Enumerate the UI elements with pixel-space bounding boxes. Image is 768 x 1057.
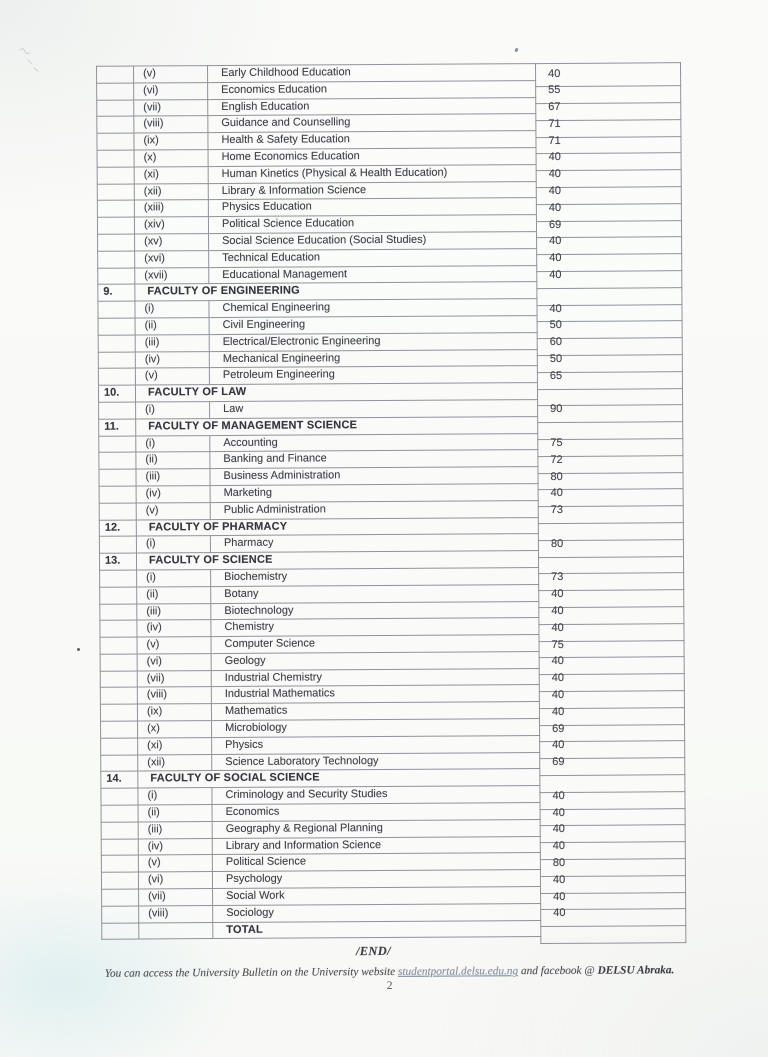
score-cell [538, 449, 683, 467]
department-name-cell: Computer Science [211, 635, 539, 654]
department-name-cell: Geology [211, 651, 539, 670]
score-cell [539, 567, 684, 585]
score-value: 40 [551, 588, 564, 601]
row-number-cell [102, 889, 139, 906]
row-number-cell [99, 503, 136, 520]
row-number-cell [101, 788, 138, 805]
department-name-cell: Economics [212, 803, 540, 822]
department-name-cell: Psychology [212, 870, 540, 889]
page-content [0, 62, 768, 995]
score-value: 69 [552, 722, 565, 735]
row-number-cell: 11. [99, 419, 136, 436]
score-cell [536, 130, 681, 148]
score-cell [540, 819, 685, 837]
row-number-cell [101, 822, 138, 839]
row-number-cell [101, 755, 138, 772]
score-cell [539, 701, 684, 719]
score-cell [540, 869, 685, 887]
roman-numeral-cell: (vi) [137, 653, 211, 670]
score-value: 40 [552, 840, 566, 853]
score-value: 40 [548, 168, 561, 181]
row-number-cell [98, 268, 135, 285]
score-cell [537, 382, 682, 400]
score-cell [541, 919, 686, 937]
roman-numeral-cell: (iv) [137, 620, 211, 637]
score-cell [538, 432, 683, 450]
score-value: 75 [551, 638, 564, 651]
row-number-cell [100, 671, 137, 688]
roman-numeral-cell: (ii) [135, 318, 209, 335]
row-number-cell [101, 738, 138, 755]
row-number-cell [97, 150, 134, 167]
roman-numeral-cell: (iii) [135, 334, 209, 351]
score-value: 40 [551, 604, 564, 617]
faculty-name-cell: FACULTY OF SCIENCE [136, 551, 538, 570]
roman-numeral-cell: (xvii) [135, 267, 209, 284]
score-cell [536, 214, 681, 232]
row-number-cell [98, 352, 135, 369]
row-number-cell [98, 251, 135, 268]
roman-numeral-cell: (iv) [138, 838, 212, 855]
faculty-name-cell: FACULTY OF SOCIAL SCIENCE [138, 769, 540, 788]
facebook-handle: DELSU Abraka. [597, 964, 675, 978]
roman-numeral-cell: (vi) [138, 872, 212, 889]
roman-numeral-cell: (iv) [135, 351, 209, 368]
department-name-cell: TOTAL [213, 920, 541, 939]
department-name-cell: Educational Management [209, 265, 537, 284]
row-number-cell [101, 872, 138, 889]
department-name-cell: Business Administration [210, 467, 538, 486]
score-value: 69 [552, 756, 565, 769]
score-value: 40 [552, 823, 565, 836]
row-number-cell [99, 436, 136, 453]
score-cell [536, 147, 681, 165]
score-cell [540, 802, 685, 820]
score-value: 40 [548, 151, 561, 164]
department-name-cell: Technical Education [209, 248, 537, 267]
roman-numeral-cell: (vii) [137, 670, 211, 687]
row-number-cell [98, 234, 135, 251]
score-value: 80 [552, 856, 566, 869]
score-cell [539, 583, 684, 601]
department-name-cell: Botany [211, 584, 539, 603]
row-number-cell [99, 402, 136, 419]
roman-numeral-cell: (x) [134, 150, 208, 167]
roman-numeral-cell: (iii) [136, 469, 210, 486]
department-name-cell: Microbiology [212, 719, 540, 738]
roman-numeral-cell: (vii) [139, 889, 213, 906]
row-number-cell: 13. [99, 553, 136, 570]
roman-numeral-cell: (v) [136, 502, 210, 519]
score-cell [539, 600, 684, 618]
score-cell [536, 180, 681, 198]
roman-numeral-cell: (xi) [138, 737, 212, 754]
roman-numeral-cell: (ii) [138, 805, 212, 822]
department-name-cell: Physics Education [208, 198, 536, 217]
department-name-cell: Marketing [210, 483, 538, 502]
row-number-cell: 9. [98, 284, 135, 301]
department-name-cell: Electrical/Electronic Engineering [209, 332, 537, 351]
roman-numeral-cell: (i) [137, 569, 211, 586]
row-number-cell [101, 855, 138, 872]
row-number-cell [101, 805, 138, 822]
score-value: 69 [548, 218, 562, 231]
roman-numeral-cell: (xiii) [134, 200, 208, 217]
roman-numeral-cell: (xii) [138, 754, 212, 771]
department-name-cell: Sociology [213, 903, 541, 922]
department-name-cell: Health & Safety Education [208, 131, 536, 150]
score-cell [540, 852, 685, 870]
total-row [102, 919, 686, 939]
score-value: 71 [548, 134, 561, 147]
department-name-cell: Human Kinetics (Physical & Health Education) [208, 164, 536, 183]
department-name-cell: Early Childhood Education [208, 64, 536, 83]
roman-numeral-cell: (x) [138, 721, 212, 738]
row-number-cell: 12. [99, 520, 136, 537]
roman-numeral-cell: (xi) [134, 166, 208, 183]
row-number-cell [100, 704, 137, 721]
score-cell [536, 197, 681, 215]
roman-numeral-cell: (v) [138, 855, 212, 872]
score-value: 40 [553, 907, 566, 920]
faculty-name-cell: FACULTY OF PHARMACY [136, 517, 538, 536]
roman-numeral-cell: (v) [137, 637, 211, 654]
department-name-cell: Industrial Mathematics [211, 685, 539, 704]
faculty-table-body [97, 63, 686, 940]
score-value: 40 [549, 268, 562, 282]
student-portal-url: studentportal.delsu.edu.ng [397, 965, 519, 979]
roman-numeral-cell: (iii) [138, 821, 212, 838]
score-value: 80 [550, 537, 564, 550]
score-value: 60 [549, 336, 562, 349]
department-name-cell: Library and Information Science [212, 836, 540, 855]
row-number-cell [97, 83, 134, 100]
roman-numeral-cell: (xv) [135, 234, 209, 251]
score-cell [539, 684, 684, 702]
row-number-cell: 14. [101, 771, 138, 788]
score-cell [539, 617, 684, 635]
score-cell [540, 835, 685, 853]
score-cell [538, 550, 683, 568]
score-cell [537, 348, 682, 366]
department-name-cell: Mathematics [211, 702, 539, 721]
roman-numeral-cell: (i) [135, 301, 209, 318]
roman-numeral-cell: (i) [136, 402, 210, 419]
score-cell [538, 466, 683, 484]
admissions-cutoff-table [96, 62, 686, 940]
roman-numeral-cell: (i) [136, 435, 210, 452]
department-name-cell: Pharmacy [210, 534, 538, 553]
department-name-cell: Accounting [210, 433, 538, 452]
roman-numeral-cell: (viii) [134, 116, 208, 133]
row-number-cell [97, 217, 134, 234]
department-name-cell: Petroleum Engineering [209, 366, 537, 385]
score-cell [536, 96, 681, 114]
department-name-cell: Social Work [213, 887, 541, 906]
score-cell [538, 399, 683, 417]
score-cell [540, 735, 685, 753]
score-value: 40 [549, 235, 562, 248]
row-number-cell [98, 318, 135, 335]
score-value: 73 [550, 504, 564, 517]
score-cell [540, 785, 685, 803]
roman-numeral-cell: (viii) [139, 905, 213, 922]
score-cell [541, 886, 686, 904]
score-value: 40 [551, 621, 564, 634]
row-number-cell [100, 570, 137, 587]
roman-numeral-cell: (v) [135, 368, 209, 385]
page-number: 2 [386, 980, 393, 993]
department-name-cell: Economics Education [208, 80, 536, 99]
score-cell [537, 231, 682, 249]
row-number-cell [97, 200, 134, 217]
roman-numeral-cell: (viii) [137, 687, 211, 704]
score-value: 71 [548, 117, 561, 130]
score-value: 40 [548, 184, 562, 198]
score-value: 40 [550, 487, 563, 500]
roman-numeral-cell: (v) [134, 66, 208, 83]
row-number-cell [99, 452, 136, 469]
score-cell [536, 79, 681, 97]
department-name-cell: Criminology and Security Studies [212, 786, 540, 805]
roman-numeral-cell: (xiv) [134, 217, 208, 234]
score-value: 40 [551, 688, 565, 701]
department-name-cell: Banking and Finance [210, 450, 538, 469]
score-value: 72 [550, 453, 563, 466]
score-value: 40 [551, 655, 564, 668]
score-cell [537, 264, 682, 282]
score-cell [536, 63, 681, 81]
row-number-cell [99, 486, 136, 503]
score-value: 40 [552, 873, 566, 886]
row-number-cell [97, 100, 134, 117]
score-value: 40 [549, 302, 562, 315]
row-number-cell [97, 66, 134, 83]
score-cell [539, 667, 684, 685]
row-number-cell [100, 637, 137, 654]
roman-numeral-cell: (i) [138, 788, 212, 805]
score-cell [537, 331, 682, 349]
score-cell [536, 113, 681, 131]
department-name-cell: Political Science [212, 853, 540, 872]
row-number-cell [100, 654, 137, 671]
score-value: 55 [548, 84, 561, 97]
faculty-name-cell: FACULTY OF ENGINEERING [135, 282, 537, 301]
score-value: 40 [552, 739, 565, 752]
roman-numeral-cell: (vi) [134, 82, 208, 99]
row-number-cell [100, 688, 137, 705]
score-value: 67 [548, 101, 561, 114]
score-cell [538, 516, 683, 534]
department-name-cell: Law [210, 400, 538, 419]
row-number-cell [99, 469, 136, 486]
row-number-cell: 10. [98, 385, 135, 402]
roman-numeral-cell: (i) [136, 536, 210, 553]
row-number-cell [97, 133, 134, 150]
row-number-cell [98, 368, 135, 385]
department-name-cell: Public Administration [210, 500, 538, 519]
roman-numeral-cell [139, 922, 213, 939]
score-value: 75 [550, 436, 563, 450]
department-name-cell: Chemical Engineering [209, 299, 537, 318]
score-cell [538, 499, 683, 517]
score-value: 40 [551, 705, 565, 718]
score-cell [540, 768, 685, 786]
roman-numeral-cell: (ii) [136, 452, 210, 469]
score-value: 40 [552, 806, 565, 819]
score-value: 40 [553, 890, 566, 903]
footer-text-middle: and facebook @ [518, 965, 598, 978]
score-cell [536, 163, 681, 181]
score-cell [538, 533, 683, 551]
row-number-cell [102, 906, 139, 923]
roman-numeral-cell: (xvi) [135, 250, 209, 267]
score-value: 40 [548, 201, 562, 214]
score-cell [539, 651, 684, 669]
roman-numeral-cell: (vii) [134, 99, 208, 116]
roman-numeral-cell: (iv) [136, 485, 210, 502]
score-value: 50 [549, 352, 563, 366]
score-cell [541, 903, 686, 921]
department-name-cell: Home Economics Education [208, 148, 536, 167]
department-name-cell: Civil Engineering [209, 316, 537, 335]
roman-numeral-cell: (ix) [137, 704, 211, 721]
department-name-cell: Physics [212, 735, 540, 754]
footer-text-before: You can access the University Bulletin on the University website [104, 966, 399, 981]
department-name-cell: Library & Information Science [208, 181, 536, 200]
department-name-cell: Guidance and Counselling [208, 114, 536, 133]
roman-numeral-cell: (ix) [134, 133, 208, 150]
row-number-cell [101, 721, 138, 738]
score-cell [538, 415, 683, 433]
department-name-cell: Geography & Regional Planning [212, 819, 540, 838]
row-number-cell [102, 923, 139, 940]
score-cell [537, 298, 682, 316]
score-cell [537, 315, 682, 333]
score-cell [540, 751, 685, 769]
row-number-cell [100, 587, 137, 604]
department-name-cell: Political Science Education [208, 215, 536, 234]
row-number-cell [99, 536, 136, 553]
end-marker: /END/ [355, 944, 391, 959]
department-name-cell: English Education [208, 97, 536, 116]
row-number-cell [97, 184, 134, 201]
score-cell [537, 281, 682, 299]
score-value: 90 [550, 403, 563, 416]
row-number-cell [98, 335, 135, 352]
row-number-cell [101, 839, 138, 856]
roman-numeral-cell: (xii) [134, 183, 208, 200]
score-cell [539, 634, 684, 652]
department-name-cell: Industrial Chemistry [211, 668, 539, 687]
row-number-cell [98, 301, 135, 318]
department-name-cell: Science Laboratory Technology [212, 752, 540, 771]
score-value: 40 [552, 789, 565, 802]
score-value: 73 [551, 571, 564, 584]
score-value: 50 [549, 319, 562, 332]
score-cell [537, 365, 682, 383]
score-value: 80 [550, 470, 563, 483]
row-number-cell [100, 604, 137, 621]
faculty-name-cell: FACULTY OF LAW [135, 383, 537, 402]
score-cell [538, 483, 683, 501]
department-name-cell: Chemistry [211, 618, 539, 637]
row-number-cell [100, 620, 137, 637]
row-number-cell [97, 116, 134, 133]
score-value: 40 [548, 67, 561, 80]
score-cell [540, 718, 685, 736]
score-value: 40 [551, 672, 565, 685]
ink-speck-artifact [514, 48, 518, 53]
score-value: 40 [549, 252, 562, 265]
department-name-cell: Biotechnology [211, 601, 539, 620]
roman-numeral-cell: (iii) [137, 603, 211, 620]
department-name-cell: Mechanical Engineering [209, 349, 537, 368]
roman-numeral-cell: (ii) [137, 586, 211, 603]
department-name-cell: Social Science Education (Social Studies) [209, 232, 537, 251]
score-cell [537, 247, 682, 265]
row-number-cell [97, 167, 134, 184]
department-name-cell: Biochemistry [211, 567, 539, 586]
faculty-name-cell: FACULTY OF MANAGEMENT SCIENCE [136, 416, 538, 435]
score-value: 65 [549, 369, 563, 382]
